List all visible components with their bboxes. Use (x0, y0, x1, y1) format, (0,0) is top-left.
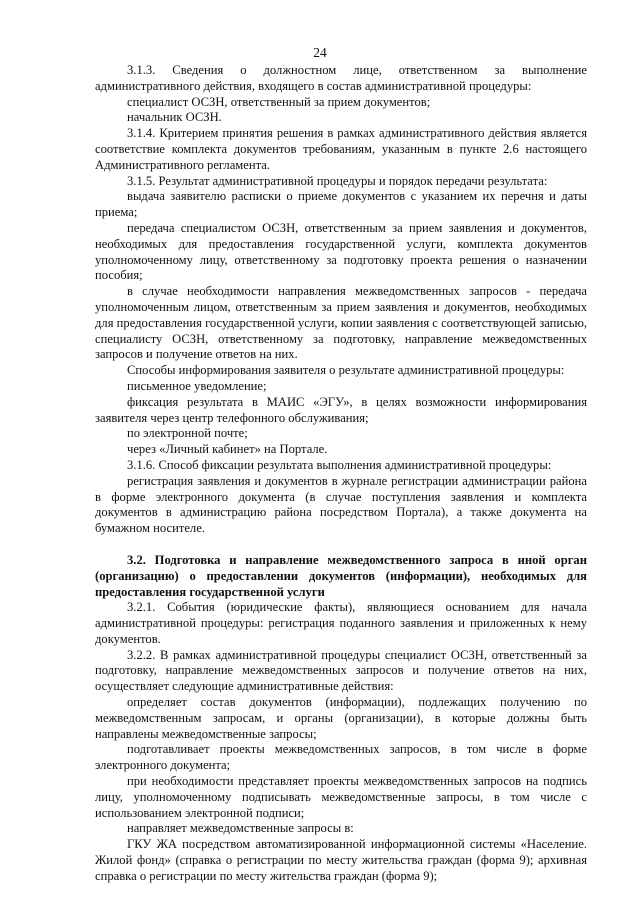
paragraph: направляет межведомственные запросы в: (127, 821, 354, 836)
paragraph: в случае необходимости направления межведомственных запросов - передача уполномоченным лицом, ответственным за прием заявления и документов, необходимых для предоставления государственной услуги, копии заявления с соответствующей записью, специалисту ОСЗН, ответственному за подготовку, направление межведомственных запросов и получение ответов на них. (95, 284, 587, 362)
page-number: 24 (313, 45, 327, 60)
paragraph: 3.2.2. В рамках административной процедуры специалист ОСЗН, ответственный за подготовку, направление межведомственных запросов и получение ответов на них, осуществляет следующие административные действия: (95, 647, 587, 694)
paragraph: Способы информирования заявителя о результате административной процедуры: (127, 363, 565, 378)
section-heading: 3.2. Подготовка и направление межведомственного запроса в иной орган (организацию) о предоставлении документов (информации), необходимых для предоставления государственной услуги (95, 552, 587, 599)
paragraph: определяет состав документов (информации), подлежащих получению по межведомственным запросам, и органы (организации), в которые должны быть направлены межведомственные запросы; (95, 695, 587, 741)
paragraph: через «Личный кабинет» на Портале. (127, 442, 328, 457)
paragraph: 3.1.3. Сведения о должностном лице, ответственном за выполнение административного действия, входящего в состав административной процедуры: (95, 63, 587, 93)
paragraph: при необходимости представляет проекты межведомственных запросов на подпись лицу, уполномоченному подписывать межведомственные запросы, в том числе с использованием электронной подписи; (95, 774, 587, 820)
paragraph: письменное уведомление; (127, 378, 267, 393)
paragraph: ГКУ ЖА посредством автоматизированной информационной системы «Население. Жилой фонд» (справка о регистрации по месту жительства граждан (форма 9); архивная справка о регистрации по месту жительства граждан (форма 9); (95, 837, 587, 883)
paragraph: фиксация результата в МАИС «ЭГУ», в целях возможности информирования заявителя через центр телефонного обслуживания; (95, 394, 587, 425)
paragraph: 3.2.1. События (юридические факты), являющиеся основанием для начала административной процедуры: регистрация поданного заявления и приложенных к нему документов. (95, 600, 587, 646)
paragraph: передача специалистом ОСЗН, ответственным за прием заявления и документов, необходимых для предоставления государственной услуги, комплекта документов уполномоченному лицу, ответственному за подготовку проекта решения о назначении пособия; (95, 220, 587, 283)
paragraph: 3.1.6. Способ фиксации результата выполнения административной процедуры: (127, 457, 552, 472)
paragraph: 3.1.4. Критерием принятия решения в рамках административного действия является соответствие комплекта документов требованиям, указанным в пункте 2.6 настоящего Административного регламента. (95, 126, 587, 172)
paragraph: специалист ОСЗН, ответственный за прием документов; (127, 94, 431, 109)
paragraph: по электронной почте; (127, 426, 248, 441)
paragraph: выдача заявителю расписки о приеме документов с указанием их перечня и даты приема; (95, 189, 587, 220)
document-body (95, 63, 587, 885)
paragraph: начальник ОСЗН. (127, 110, 222, 125)
paragraph: регистрация заявления и документов в журнале регистрации администрации района в форме электронного документа (в случае поступления заявления и комплекта документов в администрацию района посредством Портала), а также документа на бумажном носителе. (95, 473, 587, 536)
paragraph: 3.1.5. Результат административной процедуры и порядок передачи результата: (127, 173, 548, 188)
paragraph: подготавливает проекты межведомственных запросов, в том числе в форме электронного документа; (95, 742, 587, 773)
